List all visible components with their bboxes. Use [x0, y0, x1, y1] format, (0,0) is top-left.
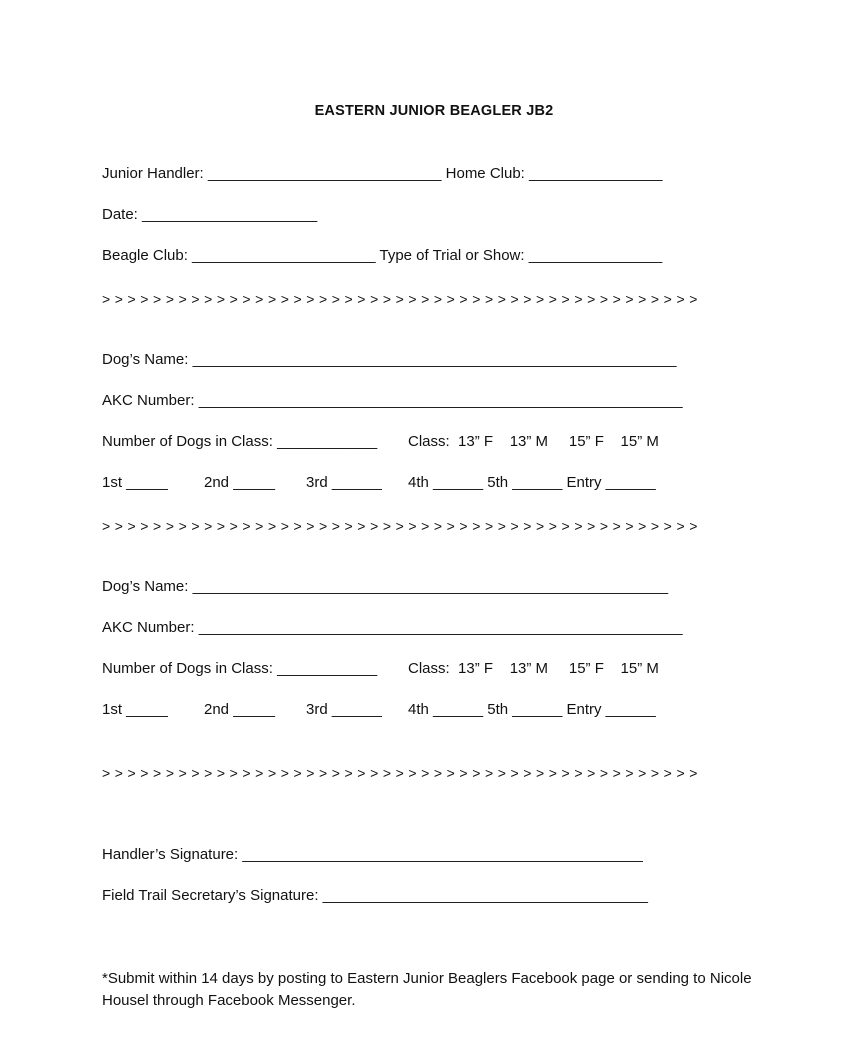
number-of-dogs-line: Number of Dogs in Class: ____________ — [102, 660, 378, 677]
placement-4th-5th-entry: 4th ______ 5th ______ Entry ______ — [408, 701, 656, 718]
beagle-club-trial-type-line: Beagle Club: ______________________ Type of Trial or Show: ________________ — [102, 247, 663, 264]
number-of-dogs-line: Number of Dogs in Class: ____________ — [102, 433, 378, 450]
date-line: Date: _____________________ — [102, 206, 318, 223]
separator: > > > > > > > > > > > > > > > > > > > > > > > > > > > > > > > > > > > > > > > > > > > > > > > — [102, 765, 698, 781]
placement-3rd: 3rd ______ — [306, 474, 382, 491]
dog-name-line: Dog’s Name: _________________________________________________________ — [102, 578, 669, 595]
placement-1st: 1st _____ — [102, 701, 168, 718]
akc-number-line: AKC Number: __________________________________________________________ — [102, 619, 683, 636]
secretary-signature-line: Field Trail Secretary’s Signature: _______________________________________ — [102, 887, 648, 904]
page-title: EASTERN JUNIOR BEAGLER JB2 — [314, 103, 554, 119]
placement-4th-5th-entry: 4th ______ 5th ______ Entry ______ — [408, 474, 656, 491]
placement-3rd: 3rd ______ — [306, 701, 382, 718]
junior-handler-home-club-line: Junior Handler: ____________________________ Home Club: ________________ — [102, 165, 663, 182]
separator: > > > > > > > > > > > > > > > > > > > > > > > > > > > > > > > > > > > > > > > > > > > > > > > — [102, 291, 698, 307]
separator: > > > > > > > > > > > > > > > > > > > > > > > > > > > > > > > > > > > > > > > > > > > > > > > — [102, 518, 698, 534]
class-options: Class: 13” F 13” M 15” F 15” M — [408, 433, 659, 450]
handler-signature-line: Handler’s Signature: ________________________________________________ — [102, 846, 643, 863]
submission-note: *Submit within 14 days by posting to Eastern Junior Beaglers Facebook page or sending to Nicole Housel through Facebook Messenger. — [102, 970, 752, 1009]
placement-2nd: 2nd _____ — [204, 701, 275, 718]
dog-name-line: Dog’s Name: __________________________________________________________ — [102, 351, 677, 368]
placement-2nd: 2nd _____ — [204, 474, 275, 491]
akc-number-line: AKC Number: __________________________________________________________ — [102, 392, 683, 409]
placement-1st: 1st _____ — [102, 474, 168, 491]
class-options: Class: 13” F 13” M 15” F 15” M — [408, 660, 659, 677]
